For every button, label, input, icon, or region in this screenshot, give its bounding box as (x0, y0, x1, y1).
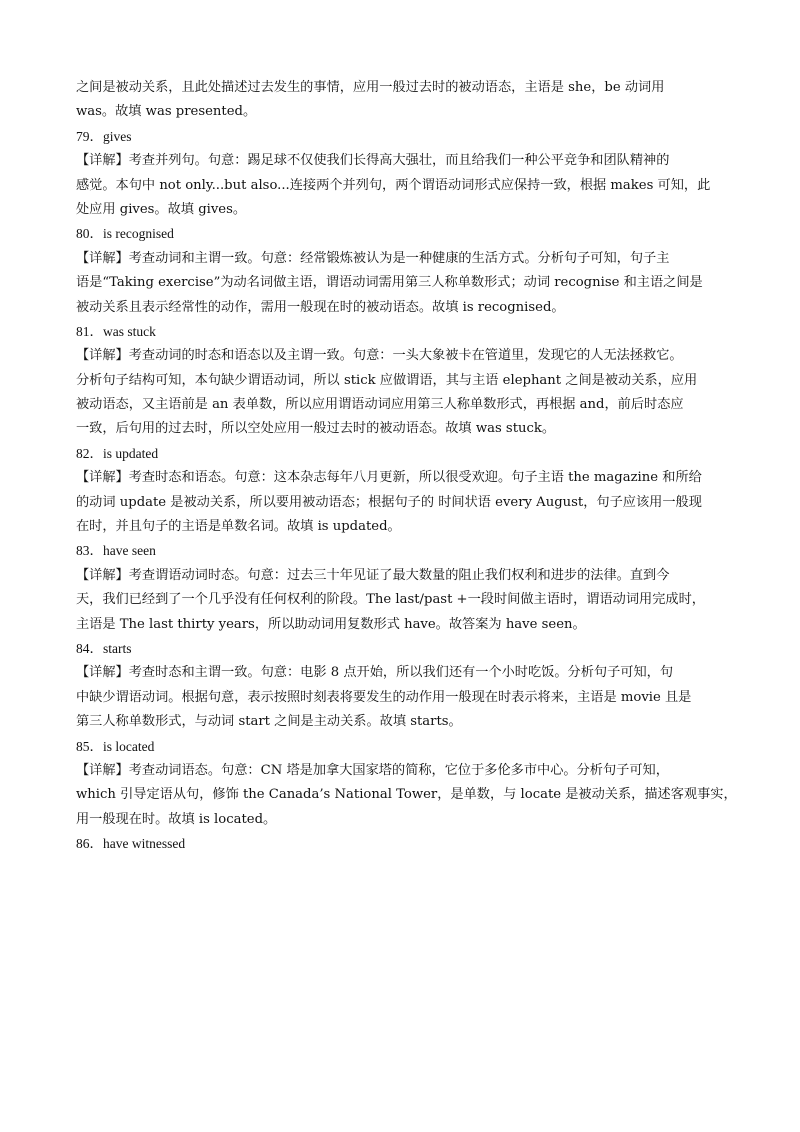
text-line: 用一般现在时。故填 is located。 (76, 811, 277, 827)
explanation-line: 【详解】考查时态和语态。句意：这本杂志每年八月更新，所以很受欢迎。句子主语 the magazine 和所给 (76, 470, 702, 486)
explanation-line: 【详解】考查动词和主谓一致。句意：经常锻炼被认为是一种健康的生活方式。分析句子可知，句子主 (76, 250, 670, 266)
explanation-line: 【详解】考查动词的时态和语态以及主谓一致。句意：一头大象被卡在管道里，发现它的人无法拯救它。 (76, 348, 683, 364)
text-line: 感觉。本句中 not only...but also...连接两个并列句，两个谓语动词形式应保持一致，根据 makes 可知，此 (76, 177, 711, 193)
text-line: 被动关系且表示经常性的动作，需用一般现在时的被动语态。故填 is recognised。 (76, 299, 565, 315)
answer-explanations (76, 76, 737, 857)
explanation-line: 【详解】考查并列句。句意：踢足球不仅使我们长得高大强壮，而且给我们一种公平竞争和团队精神的 (76, 153, 670, 169)
question-answer-79: 79．gives (76, 128, 132, 144)
text-line: 主语是 The last thirty years，所以助动词用复数形式 have。故答案为 have seen。 (76, 616, 586, 632)
text-line: 天，我们已经到了一个几乎没有任何权利的阶段。The last/past +一段时间做主语时，谓语动词用完成时， (76, 592, 705, 608)
text-line: which 引导定语从句，修饰 the Canada’s National Tower，是单数，与 locate 是被动关系，描述客观事实， (76, 787, 737, 803)
question-answer-86: 86．have witnessed (76, 836, 186, 852)
text-line: 被动语态，又主语前是 an 表单数，所以应用谓语动词应用第三人称单数形式，再根据 and，前后时态应 (76, 397, 684, 413)
text-line: 在时，并且句子的主语是单数名词。故填 is updated。 (76, 519, 401, 535)
question-answer-82: 82．is updated (76, 445, 159, 461)
question-answer-84: 84．starts (76, 640, 132, 656)
explanation-line: 【详解】考查动词语态。句意：CN 塔是加拿大国家塔的简称，它位于多伦多市中心。分析句子可知， (76, 762, 669, 778)
question-answer-80: 80．is recognised (76, 226, 174, 242)
text-line: 之间是被动关系，且此处描述过去发生的事情，应用一般过去时的被动语态，主语是 she，be 动词用 (76, 80, 665, 95)
text-line: 一致，后句用的过去时，所以空处应用一般过去时的被动语态。故填 was stuck。 (76, 421, 556, 437)
explanation-line: 【详解】考查谓语动词时态。句意：过去三十年见证了最大数量的阻止我们权利和进步的法律。直到今 (76, 567, 670, 583)
question-answer-85: 85．is located (76, 738, 155, 754)
text-line: 分析句子结构可知，本句缺少谓语动词，所以 stick 应做谓语，其与主语 elephant 之间是被动关系，应用 (76, 372, 698, 388)
question-answer-81: 81．was stuck (76, 323, 156, 339)
text-line: 的动词 update 是被动关系，所以要用被动语态；根据句子的 时间状语 every August，句子应该用一般现 (76, 494, 702, 510)
text-line: 语是“Taking exercise”为动名词做主语，谓语动词需用第三人称单数形式；动词 recognise 和主语之间是 (76, 275, 703, 291)
text-line: was。故填 was presented。 (76, 104, 257, 120)
explanation-line: 【详解】考查时态和主谓一致。句意：电影 8 点开始，所以我们还有一个小时吃饭。分析句子可知，句 (76, 665, 674, 681)
question-answer-83: 83．have seen (76, 543, 156, 559)
text-line: 中缺少谓语动词。根据句意，表示按照时刻表将要发生的动作用一般现在时表示将来，主语是 movie 且是 (76, 689, 692, 705)
text-line: 处应用 gives。故填 gives。 (76, 201, 247, 217)
text-line: 第三人称单数形式，与动词 start 之间是主动关系。故填 starts。 (76, 714, 462, 730)
